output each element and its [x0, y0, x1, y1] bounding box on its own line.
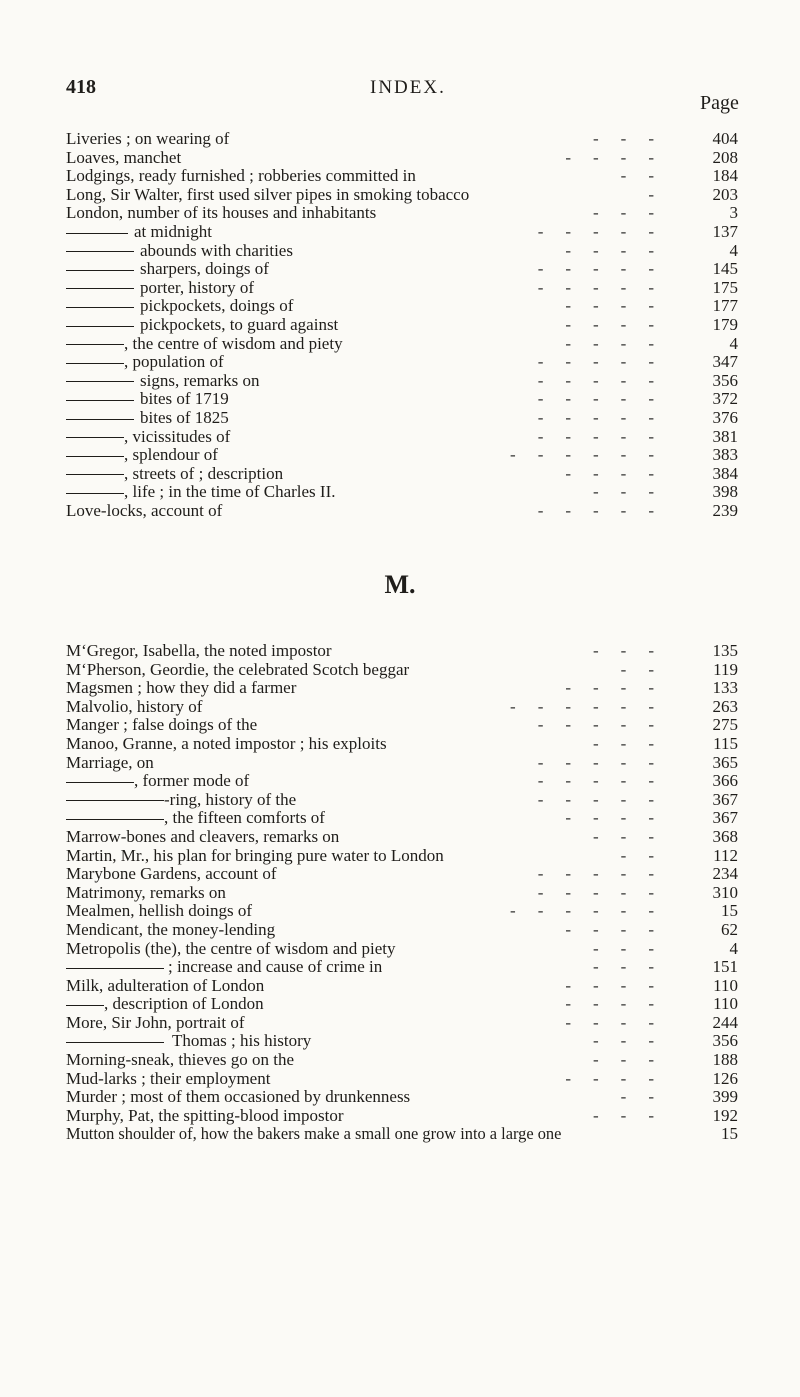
index-entry: Manger ; false doings of the ----- 275	[66, 715, 738, 735]
page-number: 418	[66, 76, 96, 98]
page-column-label: Page	[700, 92, 739, 114]
index-entry: Mutton shoulder of, how the bakers make a small one grow into a large one 15	[66, 1124, 738, 1144]
running-head: INDEX.	[370, 77, 446, 98]
index-section-l	[66, 130, 738, 520]
index-entry: Matrimony, remarks on ----- 310	[66, 882, 738, 902]
index-entry: Malvolio, history of ------ 263	[66, 696, 738, 716]
index-entry: , population of ----- 347	[66, 353, 738, 372]
section-letter-m: M.	[384, 570, 416, 599]
index-entry: Murphy, Pat, the spitting-blood impostor --- 192	[66, 1105, 738, 1125]
index-entry: Mud-larks ; their employment ---- 126	[66, 1068, 738, 1088]
index-entry: at midnight ----- 137	[66, 223, 738, 242]
index-entry: More, Sir John, portrait of ---- 244	[66, 1012, 738, 1032]
index-entry: abounds with charities ---- 4	[66, 242, 738, 261]
index-entry: porter, history of ----- 175	[66, 279, 738, 298]
index-entry: Mendicant, the money-lending ---- 62	[66, 919, 738, 939]
index-entry: signs, remarks on ----- 356	[66, 372, 738, 391]
index-entry: Loaves, manchet ---- 208	[66, 147, 738, 167]
index-entry: Martin, Mr., his plan for bringing pure water to London -- 112	[66, 845, 738, 865]
index-entry: , streets of ; description ---- 384	[66, 465, 738, 484]
index-entry: pickpockets, to guard against ---- 179	[66, 316, 738, 335]
index-entry: , life ; in the time of Charles II. --- 398	[66, 483, 738, 502]
index-entry: sharpers, doings of ----- 145	[66, 260, 738, 279]
index-entry: Magsmen ; how they did a farmer ---- 133	[66, 678, 738, 698]
index-entry: , former mode of ----- 366	[66, 772, 738, 791]
index-entry: Love-locks, account of ----- 239	[66, 500, 738, 520]
index-entry: ; increase and cause of crime in --- 151	[66, 958, 738, 977]
index-entry: -ring, history of the ----- 367	[66, 791, 738, 810]
index-entry: London, number of its houses and inhabitants --- 3	[66, 203, 738, 223]
index-entry: Marrow-bones and cleavers, remarks on --- 368	[66, 826, 738, 846]
index-entry: bites of 1825 ----- 376	[66, 409, 738, 428]
index-entry: , the centre of wisdom and piety ---- 4	[66, 335, 738, 354]
index-entry: Thomas ; his history --- 356	[66, 1032, 738, 1051]
index-entry: Lodgings, ready furnished ; robberies committed in -- 184	[66, 166, 738, 186]
index-entry: , description of London ---- 110	[66, 995, 738, 1014]
index-entry: pickpockets, doings of ---- 177	[66, 297, 738, 316]
index-entry: Morning-sneak, thieves go on the --- 188	[66, 1050, 738, 1070]
index-entry: M‘Pherson, Geordie, the celebrated Scotch beggar -- 119	[66, 659, 738, 679]
index-entry: Metropolis (the), the centre of wisdom and piety --- 4	[66, 938, 738, 958]
index-entry: Liveries ; on wearing of --- 404	[66, 129, 738, 148]
index-entry: Marriage, on ----- 365	[66, 752, 738, 772]
index-entry: Manoo, Granne, a noted impostor ; his exploits --- 115	[66, 733, 738, 753]
index-entry: Long, Sir Walter, first used silver pipes in smoking tobacco - 203	[66, 184, 738, 204]
index-entry: Mealmen, hellish doings of ------ 15	[66, 901, 738, 921]
index-entry: Murder ; most of them occasioned by drunkenness -- 399	[66, 1087, 738, 1107]
index-section-m	[66, 642, 738, 1144]
index-entry: Marybone Gardens, account of ----- 234	[66, 864, 738, 884]
index-entry: , the fifteen comforts of ---- 367	[66, 809, 738, 828]
index-entry: Milk, adulteration of London ---- 110	[66, 975, 738, 995]
index-entry: , splendour of ------ 383	[66, 446, 738, 465]
index-entry: M‘Gregor, Isabella, the noted impostor --- 135	[66, 641, 738, 660]
index-entry: , vicissitudes of ----- 381	[66, 428, 738, 447]
index-entry: bites of 1719 ----- 372	[66, 390, 738, 409]
